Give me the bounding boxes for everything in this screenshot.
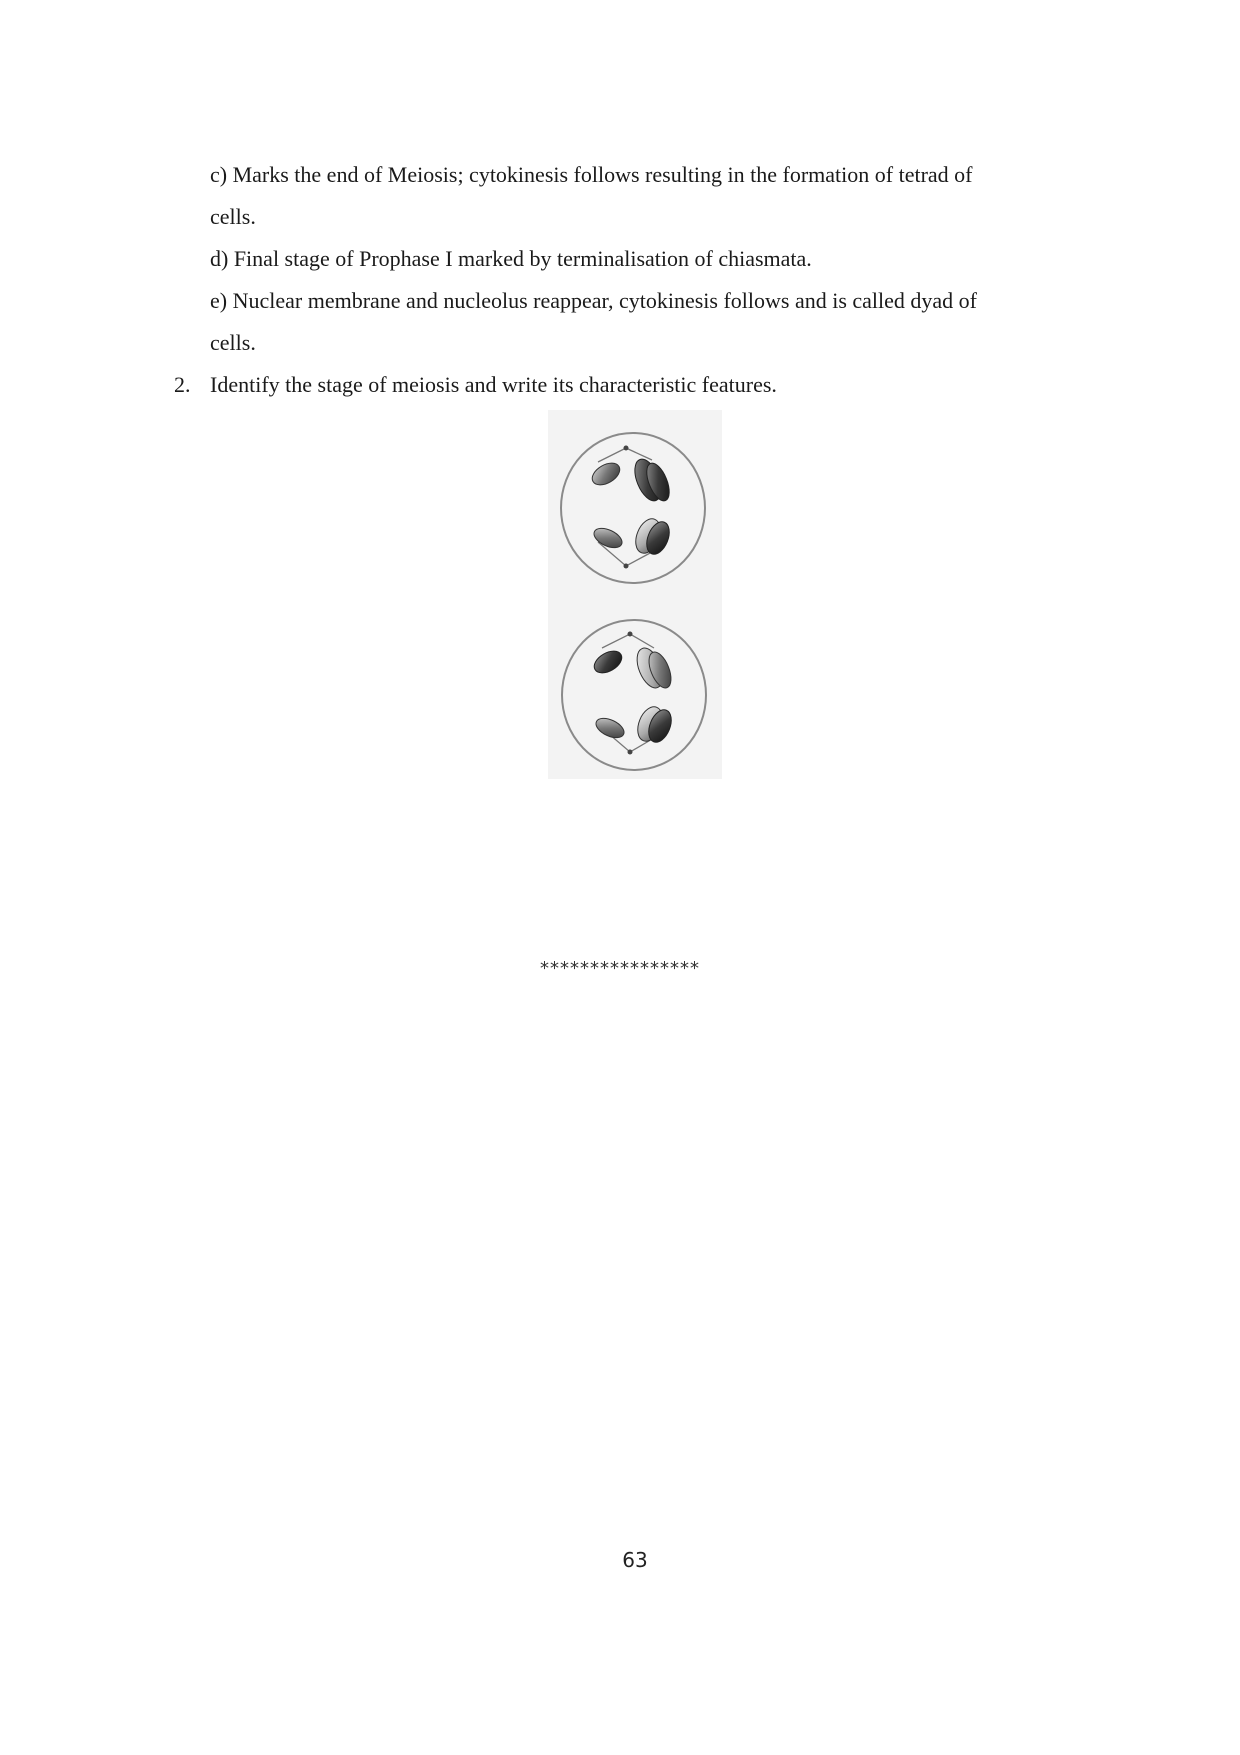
page-number: 63 xyxy=(622,1548,648,1572)
bottom-cell xyxy=(562,620,706,770)
question-2-text: Identify the stage of meiosis and write its characteristic features. xyxy=(210,372,777,397)
option-e-line-2: cells. xyxy=(210,330,256,355)
option-c-line-2: cells. xyxy=(210,204,256,229)
top-cell xyxy=(561,433,705,583)
section-separator: **************** xyxy=(540,958,700,979)
option-d-line-1: d) Final stage of Prophase I marked by terminalisation of chiasmata. xyxy=(210,246,812,271)
option-e-line-1: e) Nuclear membrane and nucleolus reappear, cytokinesis follows and is called dyad of xyxy=(210,288,978,313)
question-2-number: 2. xyxy=(174,372,191,397)
meiosis-cells-figure xyxy=(548,410,722,779)
meiosis-diagram xyxy=(548,410,722,779)
option-c-line-1: c) Marks the end of Meiosis; cytokinesis follows resulting in the formation of tetrad of xyxy=(210,162,973,187)
